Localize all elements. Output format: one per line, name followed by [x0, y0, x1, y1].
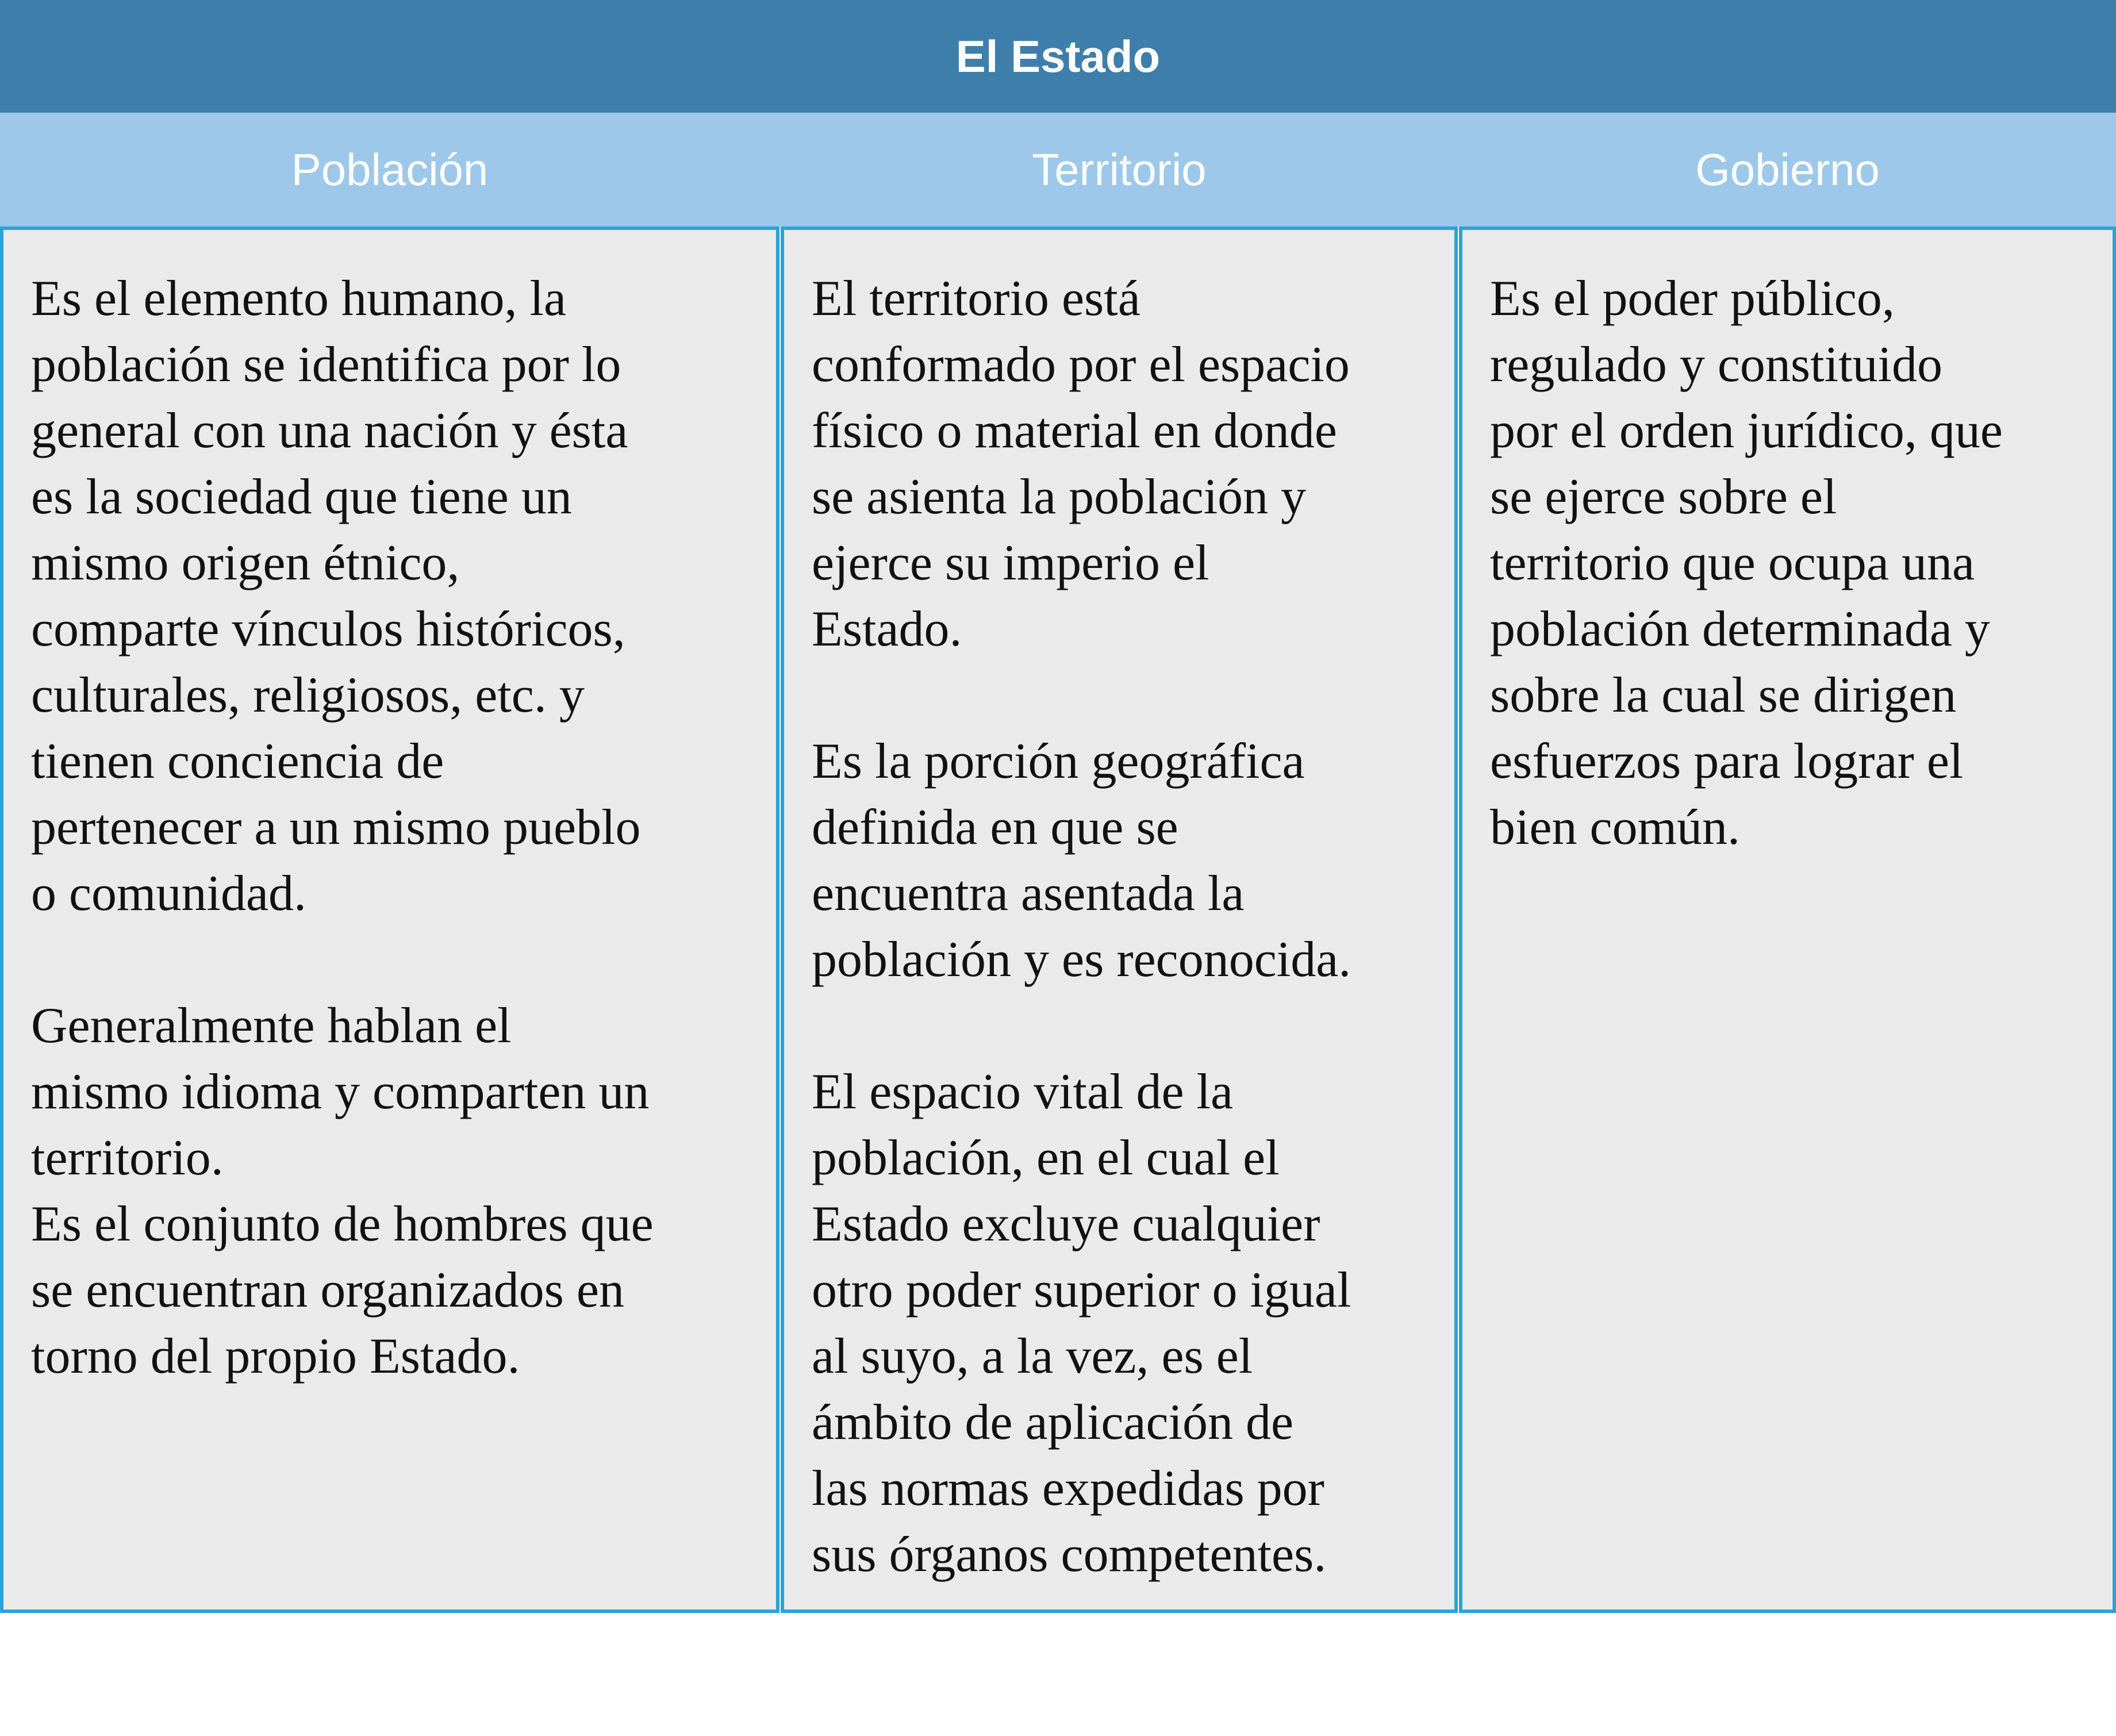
- poblacion-paragraph-3: Es el conjunto de hombres que se encuentran organizados en torno del propio Estado.: [31, 1196, 654, 1384]
- territorio-paragraph-2: Es la porción geográfica definida en que se encuentra asentada la población y es reconocida.: [812, 733, 1351, 988]
- poblacion-paragraph-2: Generalmente hablan el mismo idioma y comparten un territorio.: [31, 998, 650, 1186]
- territorio-paragraph-1: El territorio está conformado por el espacio físico o material en donde se asienta la población y ejerce su imperio el Estado.: [812, 271, 1350, 657]
- header-gobierno: Gobierno: [1695, 144, 1880, 195]
- poblacion-paragraph-1: Es el elemento humano, la población se identifica por lo general con una nación y ésta es la sociedad que tiene un mismo origen étnico, comparte vínculos históricos, culturales, religiosos, etc. y tienen conciencia de pertenecer a un mismo pueblo o comunidad.: [31, 271, 641, 921]
- table-title: El Estado: [0, 0, 2116, 113]
- header-territorio: Territorio: [1032, 144, 1207, 195]
- column-poblacion: [0, 226, 779, 1613]
- territorio-paragraph-3: El espacio vital de la población, en el cual el Estado excluye cualquier otro poder superior o igual al suyo, a la vez, es el ámbito de aplicación de las normas expedidas por sus órganos competentes.: [812, 1064, 1351, 1583]
- column-header-row: [0, 113, 2116, 226]
- column-gobierno: [1459, 226, 2116, 1613]
- header-poblacion: Población: [291, 144, 489, 195]
- gobierno-paragraph-1: Es el poder público, regulado y constituido por el orden jurídico, que se ejerce sobre el territorio que ocupa una población determinada y sobre la cual se dirigen esfuerzos para lograr el bien común.: [1490, 271, 2003, 855]
- column-territorio: [781, 226, 1458, 1613]
